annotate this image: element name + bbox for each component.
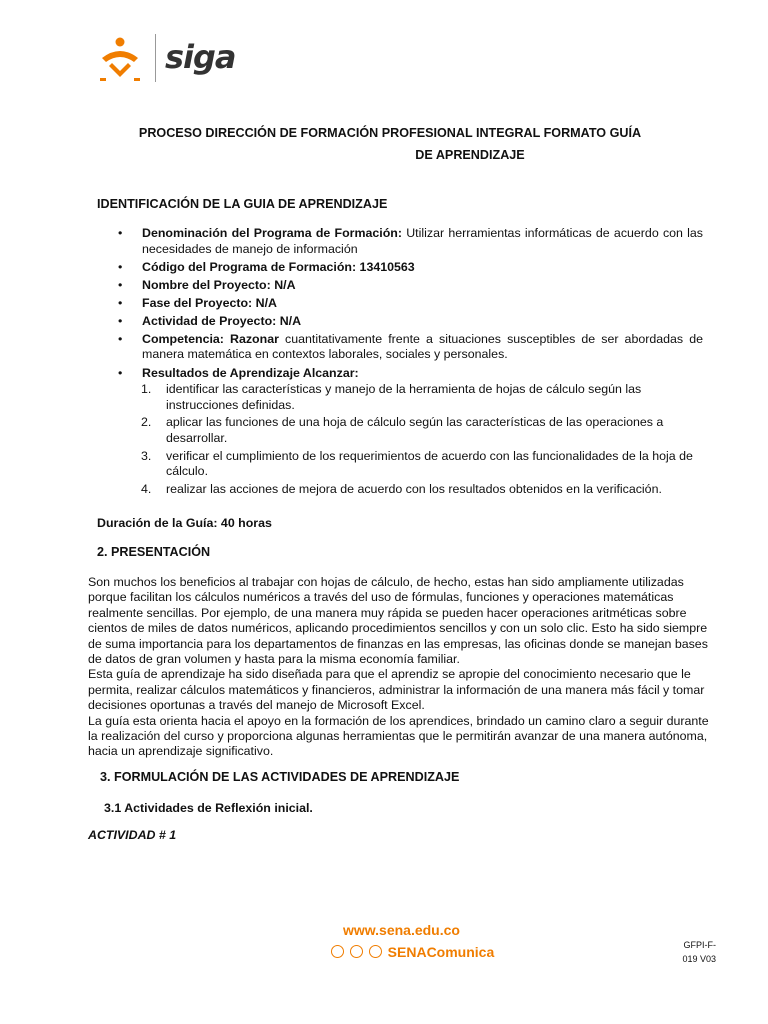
creative-commons-icon bbox=[331, 945, 344, 958]
item-label: Nombre del Proyecto: N/A bbox=[142, 277, 296, 292]
title-line-1: PROCESO DIRECCIÓN DE FORMACIÓN PROFESIONAL INTEGRAL FORMATO GUÍA bbox=[138, 126, 642, 140]
bullet: • bbox=[118, 226, 123, 240]
resultado-text: verificar el cumplimiento de los requerimientos de acuerdo con las funcionalidades de la hoja de cálculo. bbox=[166, 448, 693, 479]
resultado-text: realizar las acciones de mejora de acuerdo con los resultados obtenidos en la verificación. bbox=[166, 481, 662, 496]
item-label: Código del Programa de Formación: 13410563 bbox=[142, 259, 415, 274]
list-item bbox=[118, 260, 703, 276]
section-heading-presentacion: 2. PRESENTACIÓN bbox=[97, 545, 211, 559]
identificacion-list bbox=[118, 226, 703, 500]
footer-social bbox=[331, 944, 494, 960]
item-label: Resultados de Aprendizaje Alcanzar: bbox=[142, 365, 359, 380]
list-item bbox=[118, 296, 703, 312]
noncommercial-icon bbox=[369, 945, 382, 958]
item-label: Fase del Proyecto: N/A bbox=[142, 295, 277, 310]
item-label: Denominación del Programa de Formación: bbox=[142, 226, 402, 240]
duracion-guia: Duración de la Guía: 40 horas bbox=[97, 516, 272, 530]
list-item bbox=[118, 314, 703, 330]
bullet: • bbox=[118, 313, 123, 328]
paragraph: La guía esta orienta hacia el apoyo en la formación de los aprendices, brindado un camino claro a seguir durante la realización del curso y proporciona algunas herramientas que le permitirán avanzar de una manera autónoma, hacia un aprendizaje significativo. bbox=[88, 713, 709, 759]
footer-url-link[interactable]: www.sena.edu.co bbox=[343, 922, 460, 938]
bullet: • bbox=[118, 365, 123, 380]
resultados-list bbox=[118, 382, 703, 497]
subsection-heading: 3.1 Actividades de Reflexión inicial. bbox=[104, 801, 313, 815]
resultado-number: 4. bbox=[141, 481, 152, 496]
paragraph: Esta guía de aprendizaje ha sido diseñada para que el aprendiz se apropie del conocimiento necesario que le permita, realizar cálculos matemáticos y financieros, administrar la información de una manera más fácil y tomar decisiones oportunas a través del manejo de Microsoft Excel. bbox=[88, 667, 705, 713]
paragraph: Son muchos los beneficios al trabajar con hojas de cálculo, de hecho, estas han sido ampliamente utilizadas porque facilitan los cálculos numéricos a través del uso de fórmulas, funciones y operaciones matemáticas realmente sencillas. Por ejemplo, de una manera muy rápida se pueden hacer operaciones aritméticas sobre cientos de miles de datos numéricos, aplicando procedimientos sencillos y con un solo clic. Esto ha sido siempre de suma importancia para los departamentos de finanzas en las empresas, las oficinas donde se manejan bases de datos de gran volumen y hasta para la misma economía familiar. bbox=[88, 575, 708, 667]
section-heading-formulacion: 3. FORMULACIÓN DE LAS ACTIVIDADES DE APRENDIZAJE bbox=[100, 770, 460, 784]
sena-logo bbox=[96, 36, 144, 82]
bullet: • bbox=[118, 277, 123, 292]
resultado-number: 1. bbox=[141, 382, 152, 397]
item-value: cuantitativamente frente a situaciones susceptibles de ser abordadas de manera matemática en contextos laborales, sociales y personales. bbox=[142, 331, 703, 362]
list-item bbox=[118, 332, 703, 363]
attribution-icon bbox=[350, 945, 363, 958]
resultado-number: 3. bbox=[141, 448, 152, 463]
resultado-item bbox=[118, 415, 703, 446]
code-line-2: 019 V03 bbox=[682, 954, 716, 964]
resultado-item bbox=[118, 382, 703, 413]
item-label: Competencia: Razonar bbox=[142, 331, 279, 346]
bullet: • bbox=[118, 295, 123, 310]
resultado-number: 2. bbox=[141, 415, 152, 430]
title-line-2: DE APRENDIZAJE bbox=[415, 148, 525, 162]
bullet: • bbox=[118, 331, 123, 346]
list-item bbox=[118, 226, 703, 257]
actividad-heading: ACTIVIDAD # 1 bbox=[88, 828, 177, 842]
document-title bbox=[120, 122, 660, 166]
item-value: Utilizar herramientas informáticas de acuerdo con las necesidades de manejo de información bbox=[142, 226, 703, 256]
item-label: Actividad de Proyecto: N/A bbox=[142, 313, 302, 328]
presentacion-body bbox=[88, 575, 718, 760]
siga-logo: siga bbox=[165, 38, 236, 76]
section-heading-identificacion: IDENTIFICACIÓN DE LA GUIA DE APRENDIZAJE bbox=[97, 197, 388, 211]
list-item bbox=[118, 366, 703, 382]
social-handle: SENAComunica bbox=[387, 944, 495, 960]
document-code bbox=[676, 938, 716, 966]
resultado-text: identificar las características y manejo de la herramienta de hojas de cálculo según las instrucciones definidas. bbox=[166, 382, 642, 412]
resultado-text: aplicar las funciones de una hoja de cálculo según las características de las operaciones a desarrollar. bbox=[166, 415, 664, 445]
code-line-1: GFPI-F- bbox=[683, 940, 716, 950]
resultado-item bbox=[118, 482, 703, 498]
resultado-item bbox=[118, 449, 703, 480]
logo-divider bbox=[155, 34, 156, 82]
list-item bbox=[118, 278, 703, 294]
bullet: • bbox=[118, 259, 123, 274]
